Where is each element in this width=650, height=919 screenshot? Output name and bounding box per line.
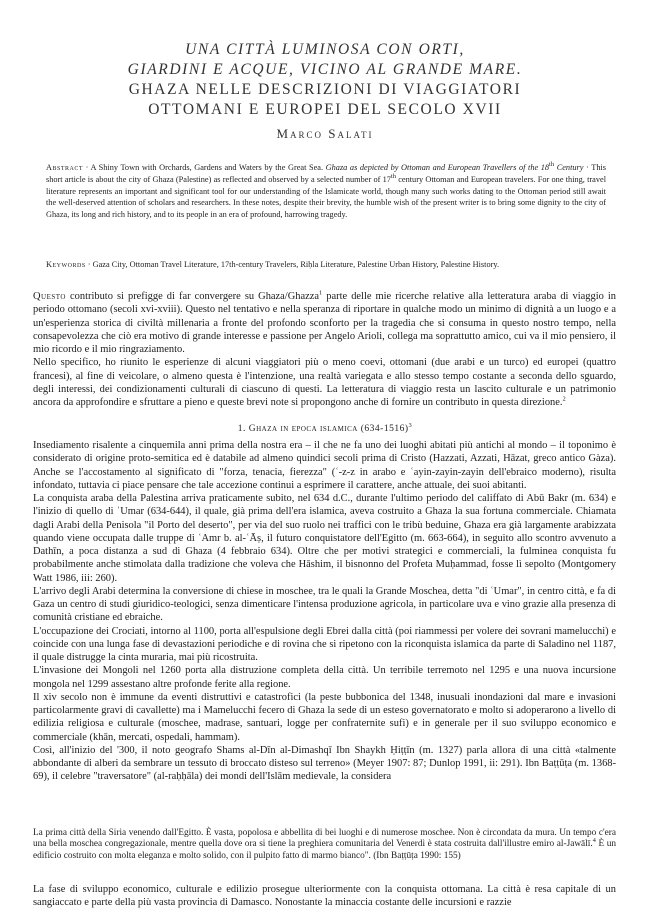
- title-line-1: UNA CITTÀ LUMINOSA CON ORTI,: [185, 41, 465, 58]
- intro-text: contributo si prefigge di far convergere su Ghaza/Ghazza: [65, 291, 319, 302]
- introduction: [33, 290, 616, 409]
- abstract-title-italic: Ghaza as depicted by Ottoman and European Travellers of the 18: [325, 163, 550, 172]
- abstract-title: · A Shiny Town with Orchards, Gardens and Waters by the Great Sea.: [83, 163, 326, 172]
- title-line-3: GHAZA NELLE DESCRIZIONI DI VIAGGIATORI: [128, 81, 522, 98]
- footnote-ref[interactable]: 1: [319, 289, 323, 297]
- article-title: [0, 40, 650, 142]
- abstract-sup: th: [549, 161, 555, 169]
- intro-text-2: parte delle mie ricerche relative alla letteratura araba di viaggio in periodo ottomano (secoli xvi-xviii). Questo nel tentativo e nella speranza di riportare in qualche modo un minimo di dignità a un luogo e a un'esperienza storica di civiltà millenaria a fronte del profondo sconforto per la tragedia che si consuma in questo nostro tempo, nella consapevolezza che ciò era motivo di grande interesse e passione per Angelo Arioli, collega ma soprattutto amico, cui va il mio pensiero, il mio ricordo e il mio ringraziamento.: [33, 291, 616, 355]
- paragraph: L'occupazione dei Crociati, intorno al 1100, porta all'espulsione degli Ebrei dalla città (poi riammessi per volere dei sovrani mamelucchi) e coincide con una lunga fase di devastazioni periodiche e di rovina che si ripetono con la riconquista islamica da parte di Saladino nel 1187, il quale distrugge la cinta muraria, mai più ricostruita.: [33, 625, 616, 663]
- intro-paragraph-2: [33, 356, 616, 409]
- author-name: Marco Salati: [276, 126, 374, 141]
- abstract: [46, 162, 606, 221]
- section-heading: [0, 421, 650, 434]
- keywords: [46, 259, 606, 271]
- abstract-title-italic-2: Century: [554, 163, 584, 172]
- paragraph: Insediamento risalente a cinquemila anni prima della nostra era – il che ne fa uno dei luoghi abitati più antichi al mondo – il toponimo è considerato di origine proto-semitica ed è databile ad almeno quindici secoli prima di Cristo (Hazzati, Azzati, Hāzat, greco antico Gàza). Anche se l'accostamento al significato di "forza, tenacia, fierezza" (ʿ-z-z in arabo e ʿayin-zayin-zayin dell'ebraico moderno), risulta infondato, tuttavia ci piace pensare che tale accezione continui a esprimere il carattere, anche attuale, dei suoi abitanti.: [33, 440, 616, 491]
- paragraph: La conquista araba della Palestina arriva praticamente subito, nel 634 d.C., durante l'ultimo periodo del califfato di Abū Bakr (m. 634) e l'inizio di quello di ʿUmar (634-644), il quale, già prima dell'era islamica, aveva costruito a Ghaza la sua fortuna commerciale. Chiamata dagli Arabi della Penisola "il Porto del deserto", per via del suo ruolo nei traffici con le tribù beduine, Ghaza era già largamente arabizzata quando viene occupata dalle truppe di ʿAmr b. al-ʿĀṣ, il futuro conquistatore dell'Egitto (m. 663-664), in seguito allo scontro avvenuto a Dathīn, a poca distanza a sud di Ghaza (4 febbraio 634). Oltre che per motivi strategici e commerciali, la fulminea conquista fu probabilmente anche stimolata dalla tradizione che voleva che Hāshim, il bisnonno del Profeta Muḥammad, fosse lì sepolto (Montgomery Watt 1986, iii: 260).: [33, 493, 616, 584]
- paragraph: La fase di sviluppo economico, culturale e edilizio prosegue ulteriormente con la conquista ottomana. La città è resa capitale di un sangiaccato e parte della più vasta provincia di Damasco. Nonostante la minaccia costante delle incursioni e razzie: [33, 884, 616, 909]
- paragraph: Il xiv secolo non è immune da eventi distruttivi e catastrofici (la peste bubbonica del 1348, inusuali inondazioni dal mare e invasioni particolarmente gravi di cavallette) ma i Mamelucchi fecero di Ghaza la sede di un esteso governatorato e molto si adoperarono a livello di edilizia religiosa e culturale (moschee, madrase, santuari, logge per confraternite sufi) e in generale per il suo sviluppo economico e commerciale (khān, mercati, ospedali, hammam).: [33, 691, 616, 743]
- title-line-2: GIARDINI E ACQUE, VICINO AL GRANDE MARE.: [127, 61, 523, 78]
- paragraph: L'arrivo degli Arabi determina la conversione di chiese in moschee, tra le quali la Grande Moschea, detta "di ʿUmar", in centro città, e fa di Gaza un centro di studi giuridico-teologici, senza dimenticare l'intensa produzione agricola, in particolare uva e vino grazie alla presenza di comunità cristiane ed ebraiche.: [33, 585, 616, 624]
- section-heading-text: 1. Ghaza in epoca islamica (634-1516): [237, 424, 409, 434]
- abstract-text-2: century Ottoman and European travelers. For one thing, travel literature represents an important and significant tool for our understanding of the Islamicate world, though many such works dating to the Ottoman period still await the well-deserved attention of scholars and researchers. In these notes, despite their brevity, the humble wish of the present writer is to bring some dignity to the city of Ghaza, its long and rich history, and to its people in an era of profound, harrowing tragedy.: [46, 174, 607, 220]
- footnote-ref-3[interactable]: 3: [408, 421, 413, 429]
- abstract-label: Abstract: [46, 163, 83, 172]
- abstract-text: · This short article is about the city of Ghaza (Palestine) as reflected and observed by a selected number of 17: [46, 163, 606, 184]
- keywords-text: · Gaza City, Ottoman Travel Literature, 17th-century Travelers, Riḥla Literature, Palestine Urban History, Palestine History.: [85, 260, 500, 269]
- final-paragraph: [33, 883, 616, 910]
- intro-text-3: Nello specifico, ho riunito le esperienze di alcuni viaggiatori più o meno coevi, ottomani (due arabi e un turco) ed europei (quattro francesi), al fine di veicolare, o almeno questa è l'intenzione, una realtà variegata e allo stesso tempo costante a seconda dello sguardo, degli interessi, dei condizionamenti culturali di ciascuno di questi. La letteratura di viaggio resta un lascito culturale e un patrimonio ancora da approfondire e sfruttare a pieno e queste brevi note si propongono anche di fornire un contributo in questa direzione.: [33, 357, 616, 408]
- block-quote: [33, 828, 616, 862]
- paragraph: L'invasione dei Mongoli nel 1260 porta alla distruzione completa della città. Un terribile terremoto nel 1295 e una nuova incursione mongola nel 1299 assestano altre profonde ferite alla regione.: [33, 665, 616, 690]
- intro-paragraph: [33, 290, 616, 356]
- intro-lead: Questo: [33, 291, 66, 302]
- footnote-ref-4[interactable]: 4: [592, 837, 596, 845]
- title-line-4: OTTOMANI E EUROPEI DEL SECOLO XVII: [148, 101, 502, 118]
- footnote-ref-2[interactable]: 2: [562, 395, 566, 403]
- quote-text-2: È un edificio costruito con molta eleganza e molto solido, con il pulpito fatto di marmo bianco". (Ibn Baṭṭūṭa 1990: 155): [33, 839, 616, 861]
- abstract-sup-2: th: [390, 173, 396, 181]
- keywords-label: Keywords: [46, 260, 86, 269]
- paragraph: Così, all'inizio del '300, il noto geografo Shams al-Dīn al-Dimashqī Ibn Shaykh Ḥiṭṭīn (m. 1327) parla allora di una città «talmente abbondante di alberi da sembrare un tessuto di broccato disteso sul terreno» (Meyer 1907: 87; Dunlop 1991, ii: 291). Ibn Baṭṭūṭa (m. 1368-69), il celebre "traversatore" (al-raḥḥāla) dei mondi dell'Islām medievale, la considera: [33, 744, 616, 783]
- quote-text: La prima città della Siria venendo dall'Egitto. È vasta, popolosa e abbellita di bei luoghi e di numerose moschee. Non è circondata da mura. Un tempo c'era una bella moschea congregazionale, mentre quella dove ora si tiene la preghiera comunitaria del Venerdì è stata costruita dall'illustre emiro al-Jawālī.: [33, 828, 616, 850]
- section-body: [33, 439, 616, 784]
